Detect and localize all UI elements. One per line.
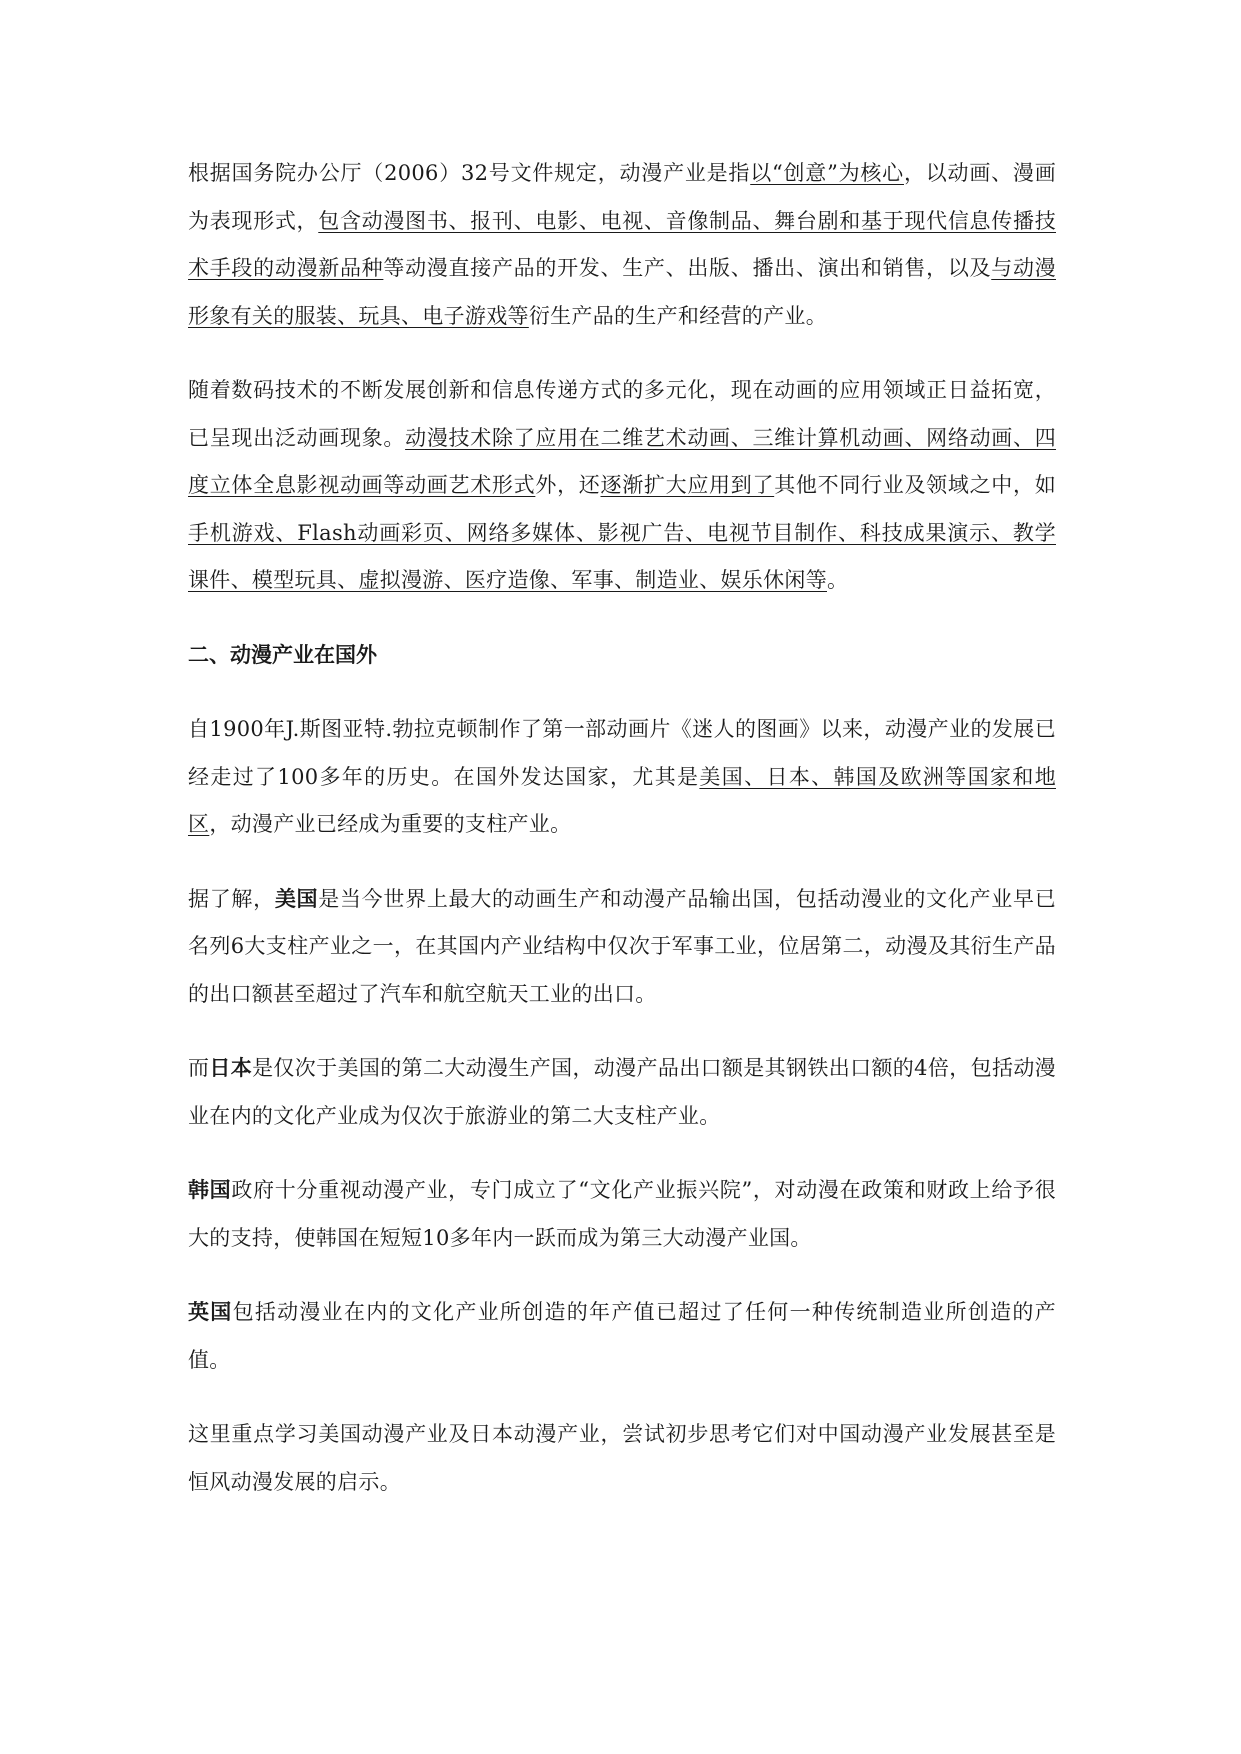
text-span: 政府十分重视动漫产业，专门成立了“文化产业振兴院”，对动漫在政策和财政上给予很大的支持，使韩国在短短10多年内一跃而成为第三大动漫产业国。 [188,1178,1057,1250]
text-span: ，动漫产业已经成为重要的支柱产业。 [209,812,572,836]
text-span: 自1900年J.斯图亚特.勃拉克顿制作了第一部动画片《迷人的图画》以来，动漫产业的发展已经走过了100多年的历史。在国外发达国家，尤其是 [188,717,1056,789]
paragraph-usa [188,876,1056,1019]
text-span: 包括动漫业在内的文化产业所创造的年产值已超过了任何一种传统制造业所创造的产值。 [188,1300,1056,1372]
document-page [188,150,1056,1533]
text-span: 衍生产品的生产和经营的产业。 [528,303,828,328]
paragraph-definition [188,150,1056,340]
paragraph-uk [188,1289,1056,1384]
text-span: ，以动画、漫画为表现形式， [188,161,1056,233]
paragraph-applications [188,367,1056,605]
underlined-text: 包含动漫图书、报刊、电影、电视、音像制品、舞台剧和基于现代信息传播技术手段的动漫新品种 [188,208,1056,280]
text-span: 是当今世界上最大的动画生产和动漫产品输出国，包括动漫业的文化产业早已名列6大支柱产业之一，在其国内产业结构中仅次于军事工业，位居第二，动漫及其衍生产品的出口额甚至超过了汽车和航空航天工业的出口。 [188,886,1056,1006]
text-span: 外，还 [535,473,601,497]
underlined-text: 以“创意”为核心 [750,161,904,185]
text-span: 这里重点学习美国动漫产业及日本动漫产业，尝试初步思考它们对中国动漫产业发展甚至是恒风动漫发展的启示。 [188,1422,1056,1494]
text-span: 随着数码技术的不断发展创新和信息传递方式的多元化，现在动画的应用领域正日益拓宽，已呈现出泛动画现象。 [188,378,1056,450]
text-span: 而 [188,1056,210,1080]
bold-country-usa: 美国 [274,886,319,911]
underlined-text: 美国、日本、韩国及欧洲等国家和地区 [188,764,1056,836]
bold-country-japan: 日本 [209,1056,253,1080]
underlined-text: 手机游戏、Flash动画彩页、网络多媒体、影视广告、电视节目制作、科技成果演示、教学课件、模型玩具、虚拟漫游、医疗造像、军事、制造业、娱乐休闲等 [188,520,1056,592]
bold-country-korea: 韩国 [188,1178,232,1202]
paragraph-history [188,706,1056,849]
text-span: 等动漫直接产品的开发、生产、出版、播出、演出和销售，以及 [383,256,992,280]
text-span: 。 [827,568,849,592]
underlined-text: 动漫技术除了应用在二维艺术动画、三维计算机动画、网络动画、四度立体全息影视动画等动画艺术形式 [188,425,1057,497]
paragraph-conclusion [188,1411,1056,1506]
text-span: 其他不同行业及领域之中，如 [774,473,1056,497]
underlined-text: 与动漫形象有关的服装、玩具、电子游戏等 [188,256,1056,328]
text-span: 根据国务院办公厅（2006）32号文件规定，动漫产业是指 [188,161,751,185]
bold-country-uk: 英国 [188,1300,233,1324]
text-span: 据了解， [188,886,275,911]
section-heading: 二、动漫产业在国外 [188,642,377,667]
text-span: 是仅次于美国的第二大动漫生产国，动漫产品出口额是其钢铁出口额的4倍，包括动漫业在内的文化产业成为仅次于旅游业的第二大支柱产业。 [188,1056,1056,1128]
underlined-text: 逐渐扩大应用到了 [600,473,775,497]
paragraph-korea [188,1167,1056,1262]
paragraph-japan [188,1045,1056,1140]
